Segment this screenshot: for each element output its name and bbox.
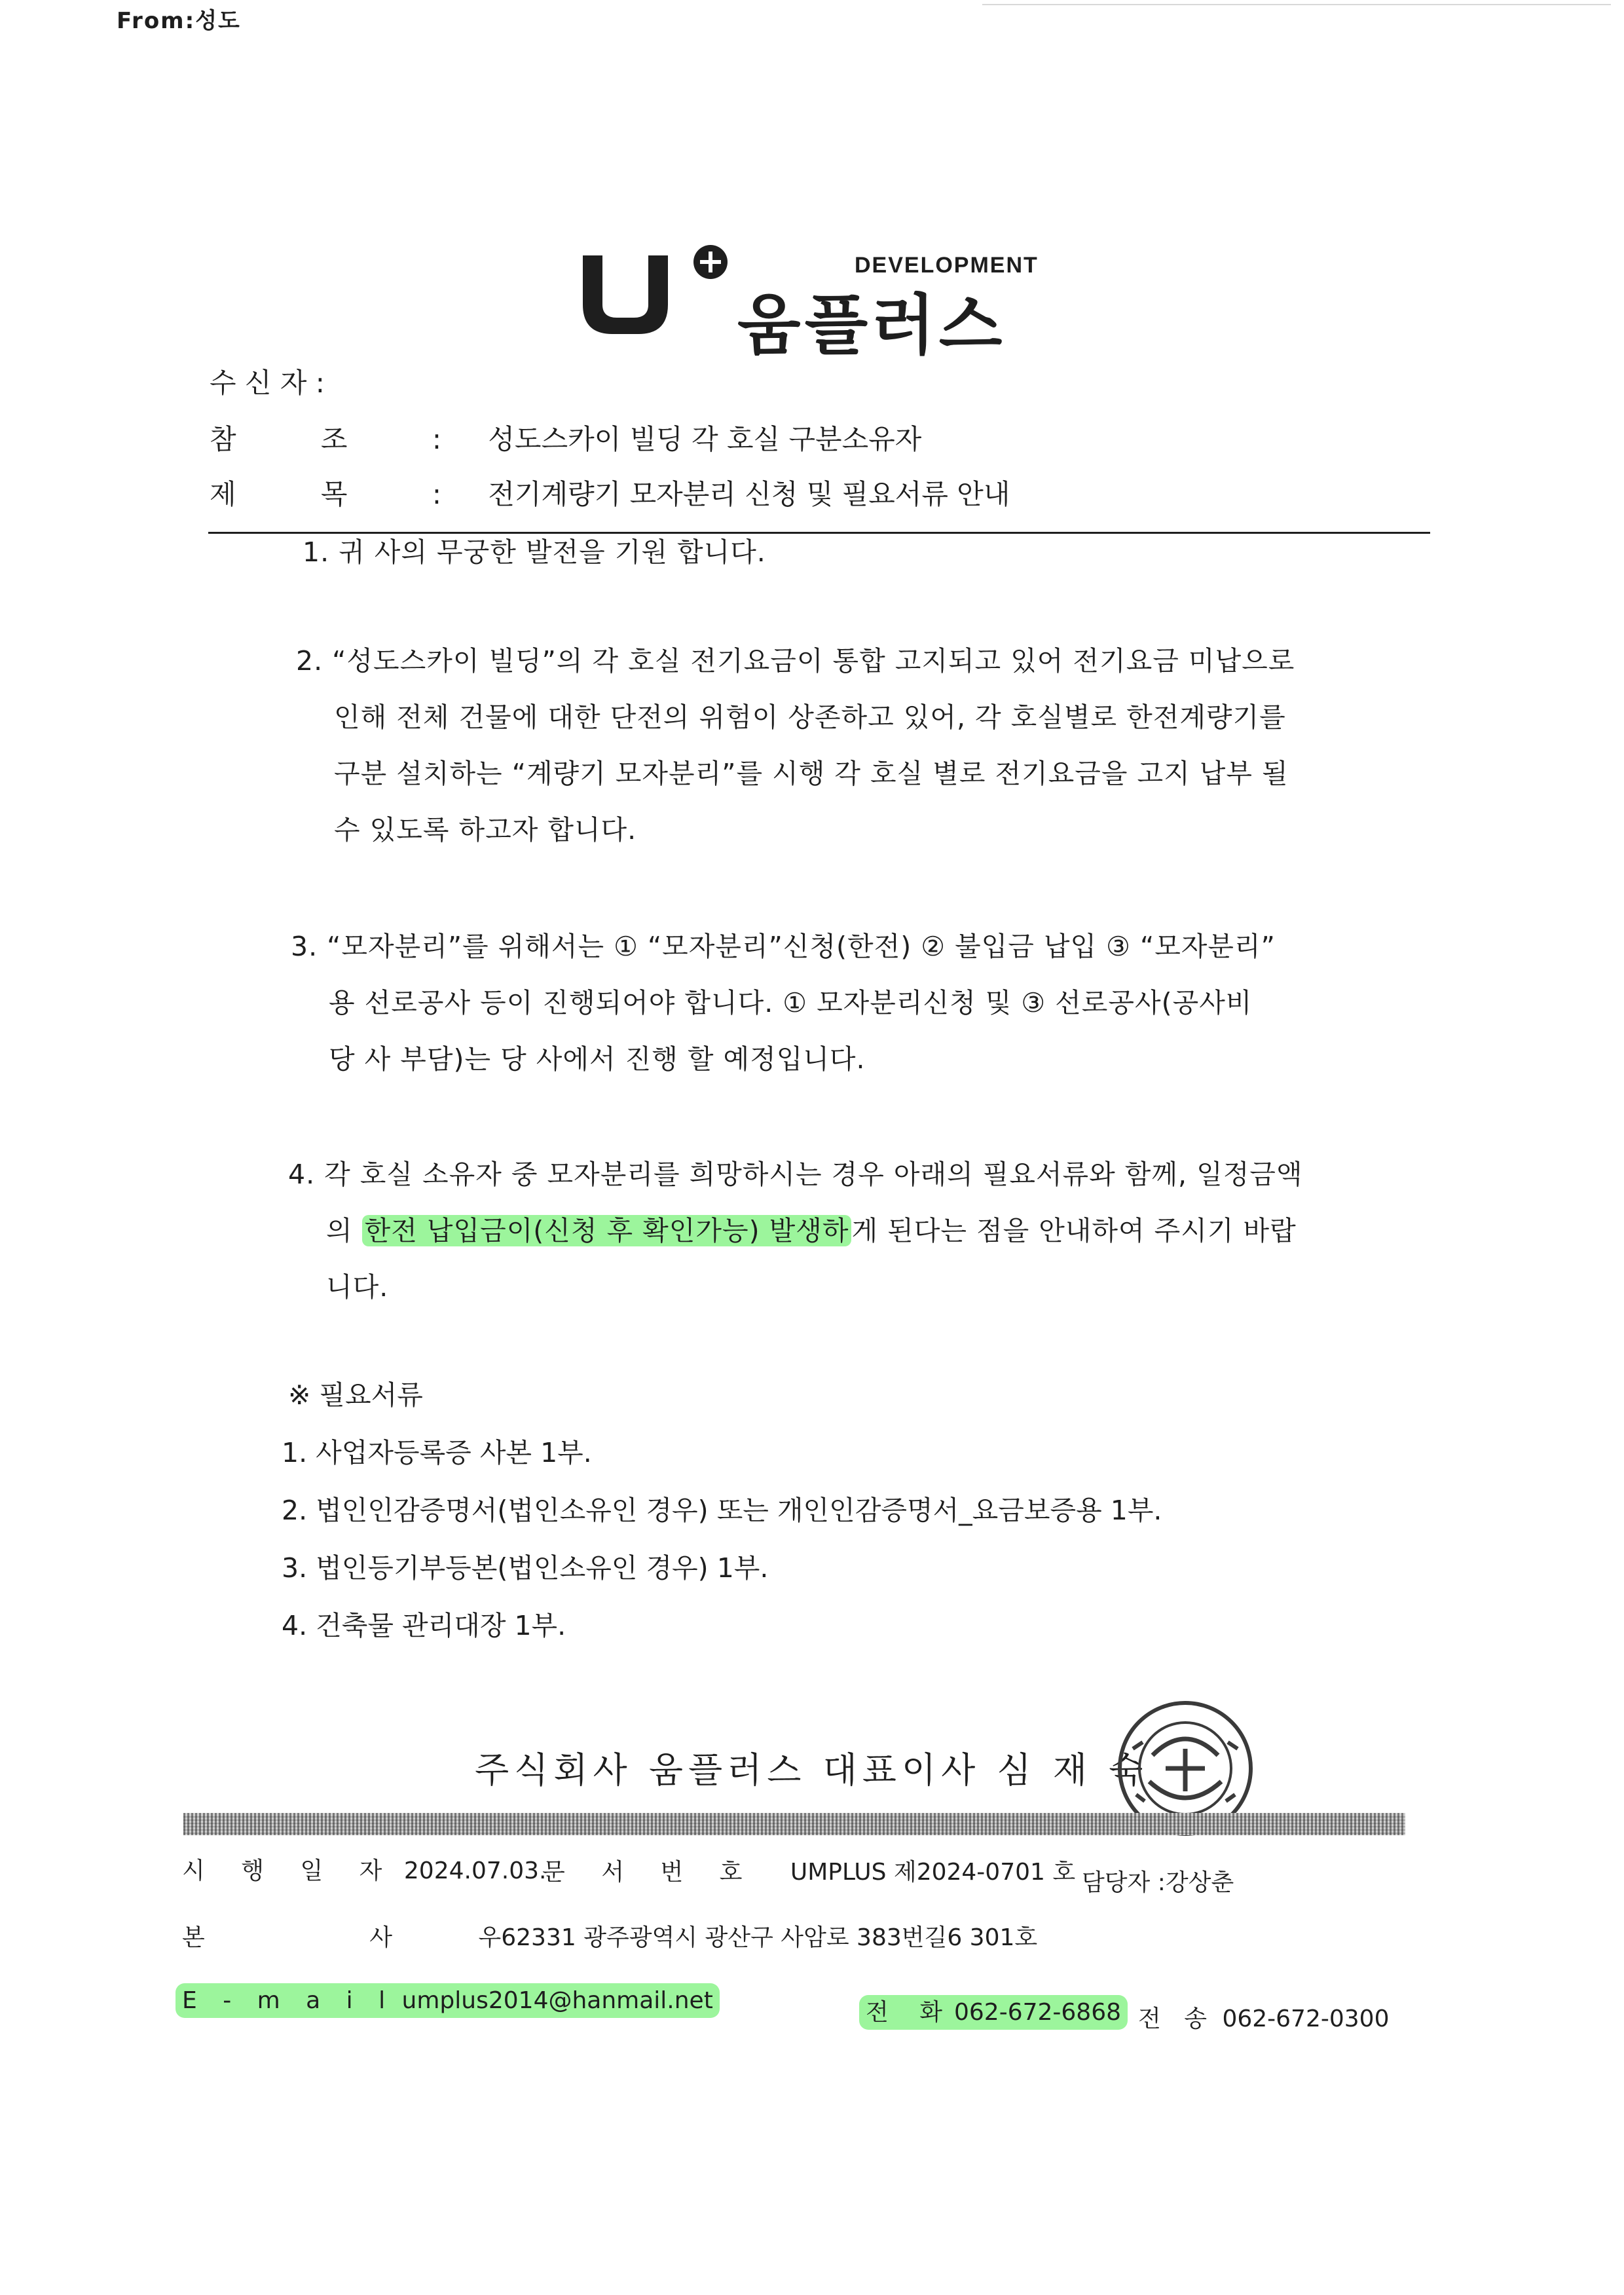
fax-label: 전 송 — [1138, 2006, 1215, 2032]
paragraph-2-line: 인해 전체 건물에 대한 단전의 위험이 상존하고 있어, 각 호실별로 한전계량기를 — [334, 701, 1286, 733]
phone-value[interactable]: 062-672-6868 — [954, 1999, 1122, 2026]
company-logo — [576, 242, 1074, 364]
reference-value: 성도스카이 빌딩 각 호실 구분소유자 — [488, 423, 922, 455]
email-highlight — [175, 1983, 720, 2018]
hq-address: 우62331 광주광역시 광산구 사암로 383번길6 301호 — [478, 1924, 1038, 1951]
doc-number-line — [542, 1854, 1075, 1887]
doc-number-value: UMPLUS 제2024-0701 호 — [790, 1859, 1076, 1886]
paragraph-3-line: 용 선로공사 등이 진행되어야 합니다. ① 모자분리신청 및 ③ 선로공사(공사비 — [329, 987, 1253, 1018]
paragraph-2 — [296, 633, 1295, 858]
paragraph-1: 1. 귀 사의 무궁한 발전을 기원 합니다. — [303, 536, 766, 568]
paragraph-4 — [288, 1146, 1303, 1315]
signature-line: 주식회사 움플러스 대표이사 심 재 숙 — [475, 1749, 1149, 1791]
paragraph-4-line: 4. 각 호실 소유자 중 모자분리를 희망하시는 경우 아래의 필요서류와 함께, 일정금액 — [288, 1159, 1303, 1190]
paragraph-4-line — [288, 1203, 1303, 1259]
fax-header: From:성도 — [117, 8, 241, 34]
required-doc-item: 4. 건축물 관리대장 1부. — [282, 1610, 566, 1641]
hq-address-line — [182, 1919, 1037, 1952]
required-docs-title: ※ 필요서류 — [288, 1379, 423, 1411]
subject-value: 전기계량기 모자분리 신청 및 필요서류 안내 — [488, 478, 1010, 510]
paragraph-2-line: 수 있도록 하고자 합니다. — [334, 814, 637, 846]
reference-label: 참 조 : — [210, 423, 479, 455]
highlighted-fee-notice: 한전 납입금이(신청 후 확인가능) 발생하 — [362, 1215, 852, 1246]
manager: 담당자 :강상춘 — [1082, 1869, 1234, 1896]
required-doc-item: 3. 법인등기부등본(법인소유인 경우) 1부. — [282, 1552, 769, 1584]
reference-line — [210, 418, 921, 457]
logo-name: 움플러스 — [737, 287, 1006, 364]
paragraph-4-suffix: 게 된다는 점을 안내하여 주시기 바랍 — [851, 1215, 1297, 1246]
phone-line — [859, 1994, 1128, 2027]
phone-label: 전 화 — [866, 1999, 954, 2026]
paragraph-3-line: 3. “모자분리”를 위해서는 ① “모자분리”신청(한전) ② 불입금 납입 ③ “모자분리” — [291, 931, 1276, 962]
u-plus-logo-icon — [576, 242, 740, 341]
hq-label: 본 사 — [182, 1924, 471, 1951]
logo-subtitle: DEVELOPMENT — [855, 253, 1039, 278]
required-docs-list — [282, 1424, 1162, 1654]
recipient-label: 수 신 자 : — [210, 367, 325, 399]
paragraph-3-line: 당 사 부담)는 당 사에서 진행 할 예정입니다. — [329, 1043, 866, 1075]
email-value[interactable]: umplus2014@hanmail.net — [401, 1987, 713, 2014]
issue-date-label: 시 행 일 자 — [182, 1857, 397, 1884]
email-label: E - m a i l — [182, 1987, 395, 2014]
email-line — [175, 1987, 720, 2014]
paragraph-4-prefix: 의 — [326, 1215, 362, 1246]
paragraph-4-line: 니다. — [326, 1271, 389, 1303]
phone-highlight — [859, 1995, 1128, 2030]
paragraph-2-line: 구분 설치하는 “계량기 모자분리”를 시행 각 호실 별로 전기요금을 고지 납부 될 — [334, 758, 1289, 789]
fax-line — [1138, 2000, 1389, 2034]
scan-artifact-line — [982, 4, 1611, 5]
subject-line — [210, 473, 1010, 512]
paragraph-2-line: 2. “성도스카이 빌딩”의 각 호실 전기요금이 통합 고지되고 있어 전기요금 미납으로 — [296, 645, 1295, 677]
footer-band-texture — [183, 1814, 1405, 1834]
issue-date-line — [182, 1852, 546, 1886]
subject-label: 제 목 : — [210, 478, 479, 510]
doc-number-label: 문 서 번 호 — [542, 1859, 757, 1886]
paragraph-3 — [291, 918, 1276, 1087]
required-doc-item: 2. 법인인감증명서(법인소유인 경우) 또는 개인인감증명서_요금보증용 1부. — [282, 1495, 1162, 1526]
fax-value: 062-672-0300 — [1222, 2006, 1390, 2032]
required-doc-item: 1. 사업자등록증 사본 1부. — [282, 1437, 592, 1468]
recipient-line — [210, 362, 325, 401]
issue-date-value: 2024.07.03. — [403, 1857, 547, 1884]
